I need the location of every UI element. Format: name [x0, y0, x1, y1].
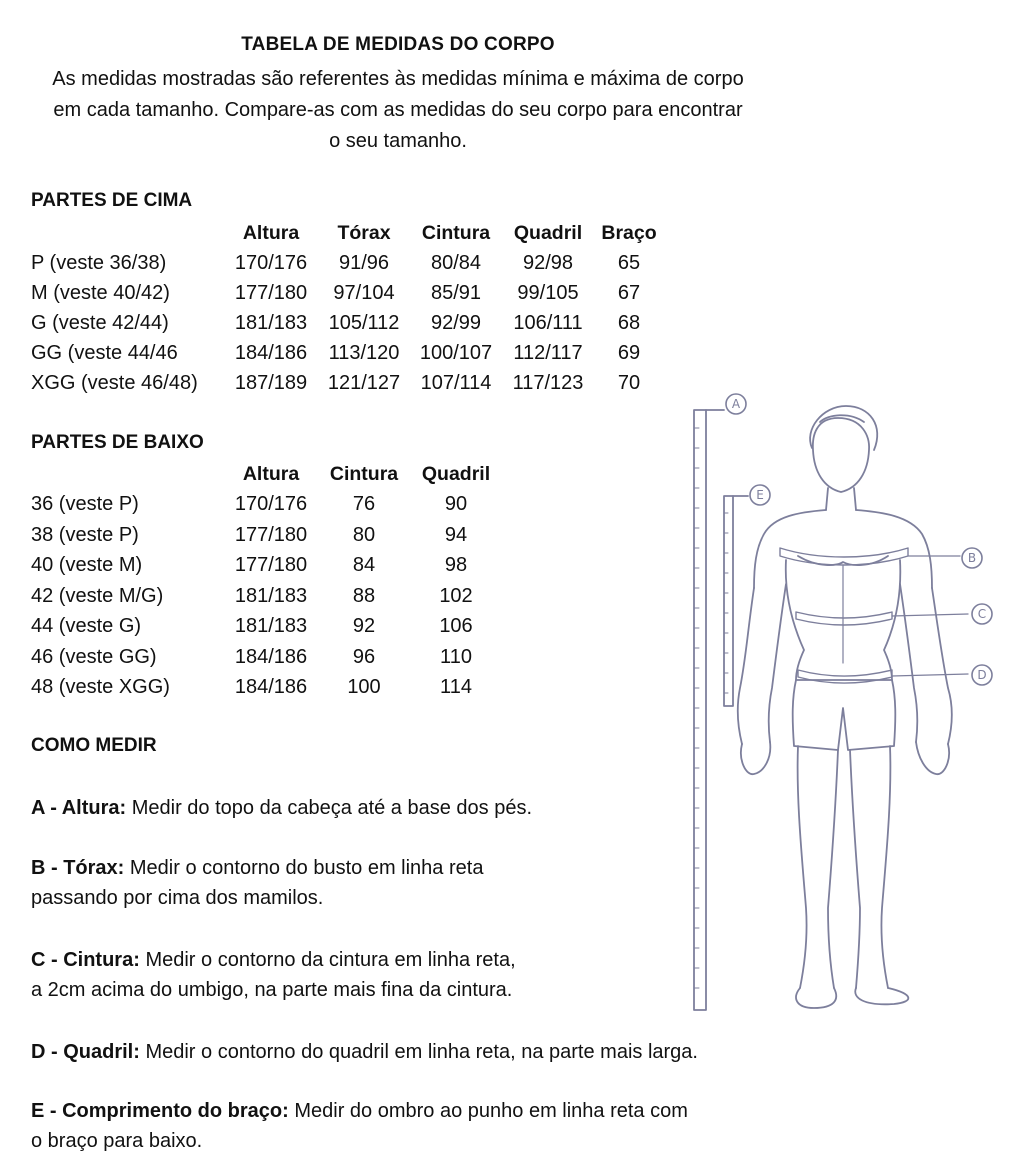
- col-header-cintura: Cintura: [329, 463, 399, 485]
- height-ruler: [694, 410, 724, 1010]
- table-cell: 177/180: [234, 524, 308, 546]
- waist-band: [796, 612, 892, 625]
- table-cell: 181/183: [234, 615, 308, 637]
- table-row-label: 38 (veste P): [31, 524, 139, 546]
- table-cell: 114: [440, 676, 472, 698]
- table-row-label: P (veste 36/38): [31, 252, 167, 274]
- table-cell: 69: [617, 342, 641, 364]
- instruction-c: [31, 945, 751, 1005]
- head-outline: [813, 418, 869, 492]
- instruction-b: [31, 853, 751, 913]
- top-section-title: PARTES DE CIMA: [31, 190, 193, 211]
- body-measurement-figure: [688, 388, 1004, 1020]
- how-to-measure-title: COMO MEDIR: [31, 735, 157, 756]
- intro-line: em cada tamanho. Compare-as com as medidas do seu corpo para encontrar: [53, 99, 743, 121]
- table-cell: 92/98: [522, 252, 574, 274]
- instruction-text: passando por cima dos mamilos.: [31, 887, 324, 909]
- instruction-a: [31, 793, 751, 823]
- intro-line: o seu tamanho.: [329, 130, 467, 152]
- table-cell: 117/123: [512, 372, 584, 394]
- table-cell: 181/183: [234, 312, 308, 334]
- table-cell: 102: [439, 585, 473, 607]
- table-cell: 121/127: [327, 372, 401, 394]
- table-cell: 184/186: [234, 646, 308, 668]
- table-row-label: 46 (veste GG): [31, 646, 157, 668]
- bottom-section-title: PARTES DE BAIXO: [31, 432, 204, 453]
- table-cell: 100/107: [419, 342, 493, 364]
- table-cell: 99/105: [517, 282, 579, 304]
- table-cell: 187/189: [234, 372, 308, 394]
- table-row-label: 42 (veste M/G): [31, 585, 164, 607]
- hip-band: [798, 670, 892, 683]
- marker-label: C: [977, 607, 987, 621]
- marker-label: A: [731, 397, 741, 411]
- table-row-label: G (veste 42/44): [31, 312, 169, 334]
- table-cell: 80: [352, 524, 376, 546]
- instruction-label: A - Altura:: [31, 797, 127, 819]
- table-cell: 106/111: [513, 312, 583, 334]
- marker-label: D: [977, 668, 987, 682]
- table-cell: 110: [440, 646, 472, 668]
- instruction-label: B - Tórax:: [31, 857, 125, 879]
- table-cell: 184/186: [234, 676, 308, 698]
- table-cell: 88: [352, 585, 376, 607]
- arm-ruler: [724, 496, 748, 706]
- table-cell: 65: [617, 252, 641, 274]
- intro-line: As medidas mostradas são referentes às medidas mínima e máxima de corpo: [52, 68, 744, 90]
- col-header-altura: Altura: [242, 222, 300, 244]
- instruction-text: Medir o contorno do quadril em linha reta, na parte mais larga.: [139, 1041, 698, 1063]
- col-header-quadril: Quadril: [513, 222, 583, 244]
- instruction-e: [31, 1096, 751, 1156]
- col-header-altura: Altura: [242, 463, 300, 485]
- instruction-text: Medir do topo da cabeça até a base dos pés.: [126, 797, 533, 819]
- table-cell: 70: [617, 372, 641, 394]
- table-cell: 94: [444, 524, 468, 546]
- table-cell: 67: [617, 282, 641, 304]
- table-row-label: GG (veste 44/46: [31, 342, 178, 364]
- intro-text: [0, 64, 796, 157]
- table-cell: 170/176: [234, 493, 308, 515]
- instruction-d: [31, 1037, 751, 1067]
- marker-label: E: [756, 488, 764, 502]
- table-row-label: 36 (veste P): [31, 493, 139, 515]
- instruction-text: Medir o contorno da cintura em linha reta,: [139, 949, 516, 971]
- table-cell: 92: [352, 615, 376, 637]
- instruction-text: Medir do ombro ao punho em linha reta com: [288, 1100, 688, 1122]
- table-row-label: 44 (veste G): [31, 615, 142, 637]
- table-cell: 184/186: [234, 342, 308, 364]
- col-header-torax: Tórax: [337, 222, 391, 244]
- table-cell: 84: [352, 554, 376, 576]
- table-cell: 98: [444, 554, 468, 576]
- table-cell: 68: [617, 312, 641, 334]
- table-cell: 105/112: [328, 312, 400, 334]
- table-cell: 80/84: [430, 252, 482, 274]
- table-cell: 100: [347, 676, 381, 698]
- table-cell: 177/180: [234, 282, 308, 304]
- instruction-label: C - Cintura:: [31, 949, 140, 971]
- table-cell: 106: [439, 615, 473, 637]
- table-row-label: 40 (veste M): [31, 554, 143, 576]
- table-cell: 107/114: [420, 372, 492, 394]
- instruction-text: o braço para baixo.: [31, 1130, 203, 1152]
- instruction-text: a 2cm acima do umbigo, na parte mais fina da cintura.: [31, 979, 513, 1001]
- table-row-label: M (veste 40/42): [31, 282, 170, 304]
- table-cell: 96: [352, 646, 376, 668]
- table-cell: 113/120: [328, 342, 400, 364]
- table-cell: 177/180: [234, 554, 308, 576]
- table-cell: 92/99: [430, 312, 482, 334]
- instruction-label: E - Comprimento do braço:: [31, 1100, 289, 1122]
- table-cell: 97/104: [333, 282, 395, 304]
- table-cell: 76: [352, 493, 376, 515]
- table-cell: 90: [444, 493, 468, 515]
- table-cell: 170/176: [234, 252, 308, 274]
- col-header-braco: Braço: [601, 222, 657, 244]
- table-row-label: 48 (veste XGG): [31, 676, 170, 698]
- table-row-label: XGG (veste 46/48): [31, 372, 198, 394]
- table-cell: 112/117: [513, 342, 583, 364]
- instruction-text: Medir o contorno do busto em linha reta: [124, 857, 484, 879]
- table-cell: 91/96: [338, 252, 390, 274]
- table-cell: 181/183: [234, 585, 308, 607]
- page-title: TABELA DE MEDIDAS DO CORPO: [241, 34, 555, 55]
- table-cell: 85/91: [430, 282, 482, 304]
- marker-label: B: [967, 551, 977, 565]
- col-header-quadril: Quadril: [421, 463, 491, 485]
- instruction-label: D - Quadril:: [31, 1041, 140, 1063]
- col-header-cintura: Cintura: [421, 222, 491, 244]
